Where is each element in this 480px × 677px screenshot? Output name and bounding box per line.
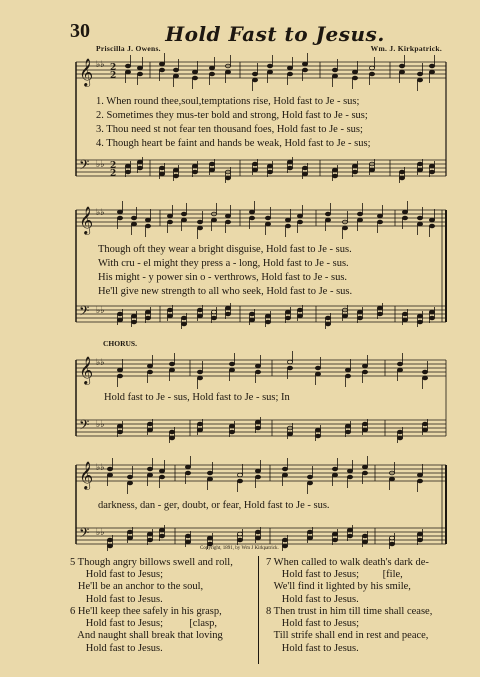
note-head: [332, 174, 337, 178]
verse-5: 5 Though angry billows swell and roll, Hold fast to Jesus; He'll be an anchor to the soul, Hold fast to Jesus.: [70, 557, 233, 605]
note-head: [209, 168, 214, 172]
staff-system-3-treble: [76, 360, 446, 376]
note-head: [362, 364, 367, 368]
composer-credit: Wm. J. Kirkpatrick.: [370, 44, 442, 53]
note-head: [332, 168, 337, 172]
note-head: [125, 170, 130, 174]
note-head: [422, 376, 427, 380]
note-head: [417, 78, 422, 82]
note-head: [297, 308, 302, 312]
staff-system-1-bass: [76, 160, 446, 176]
note-head: [209, 72, 214, 76]
note-head: [307, 475, 312, 479]
note-head: [315, 428, 320, 432]
note-head: [147, 364, 152, 368]
note-head: [417, 162, 422, 166]
note-head: [265, 222, 270, 226]
note-head: [159, 528, 164, 532]
note-head: [362, 540, 367, 544]
treble-clef-icon: 𝄞: [79, 58, 94, 86]
bass-clef-icon: 𝄢: [79, 417, 90, 436]
chorus-lyric-line: darkness, dan - ger, doubt, or fear, Hold fast to Je - sus.: [98, 500, 330, 511]
note-head: [377, 214, 382, 218]
note-head: [285, 218, 290, 222]
note-head: [402, 216, 407, 220]
note-head: [265, 314, 270, 318]
note-head: [265, 216, 270, 220]
note-head: [225, 214, 230, 218]
svg-text:♭♭: ♭♭: [96, 160, 105, 170]
note-head: [357, 310, 362, 314]
note-head: [211, 310, 216, 314]
note-head: [255, 364, 260, 368]
svg-text:♭♭: ♭♭: [96, 528, 105, 538]
note-head: [117, 312, 122, 316]
note-head: [237, 538, 242, 542]
note-head: [307, 536, 312, 540]
svg-text:♭♭: ♭♭: [96, 358, 105, 368]
lyric-line-3: His might - y power sin o - verthrows, Hold fast to Je - sus.: [98, 272, 348, 283]
note-head: [297, 214, 302, 218]
note-head: [197, 226, 202, 230]
note-head: [117, 424, 122, 428]
note-head: [282, 467, 287, 471]
svg-text:2: 2: [110, 161, 117, 171]
note-head: [167, 314, 172, 318]
note-head: [197, 422, 202, 426]
note-head: [147, 370, 152, 374]
note-head: [347, 534, 352, 538]
treble-clef-icon: 𝄞: [79, 356, 94, 384]
note-head: [117, 430, 122, 434]
note-head: [302, 68, 307, 72]
svg-text:♭♭: ♭♭: [96, 60, 105, 70]
note-head: [282, 538, 287, 542]
svg-text:♭♭: ♭♭: [96, 306, 105, 316]
note-head: [255, 370, 260, 374]
note-head: [325, 212, 330, 216]
note-head: [147, 467, 152, 471]
note-head: [209, 66, 214, 70]
note-head: [137, 66, 142, 70]
note-head: [225, 312, 230, 316]
verse-divider: [258, 556, 259, 664]
note-head: [125, 164, 130, 168]
note-head: [399, 170, 404, 174]
lyric-line-2: With cru - el might they press a - long, Hold fast to Je - sus.: [98, 258, 349, 269]
note-head: [137, 166, 142, 170]
note-head: [173, 174, 178, 178]
note-head: [249, 216, 254, 220]
note-head: [207, 536, 212, 540]
note-head: [159, 475, 164, 479]
note-head: [302, 166, 307, 170]
verse-8: 8 Then trust in him till time shall cease, Hold fast to Jesus; Till strife shall end in rest and peace, Hold fast to Jesus.: [266, 606, 433, 654]
note-head: [131, 314, 136, 318]
note-head: [147, 473, 152, 477]
note-head: [417, 532, 422, 536]
note-head: [357, 218, 362, 222]
note-head: [147, 532, 152, 536]
note-head: [282, 544, 287, 548]
note-head: [167, 308, 172, 312]
note-head: [345, 430, 350, 434]
note-head: [267, 64, 272, 68]
lyric-line-3: 3. Thou need st not fear ten thousand foes, Hold fast to Je - sus;: [96, 124, 363, 135]
note-head: [197, 220, 202, 224]
note-head: [287, 160, 292, 164]
note-head: [429, 316, 434, 320]
note-head: [131, 216, 136, 220]
note-head: [197, 428, 202, 432]
note-head: [345, 424, 350, 428]
note-head: [397, 362, 402, 366]
note-head: [192, 164, 197, 168]
note-head: [131, 320, 136, 324]
note-head: [307, 481, 312, 485]
note-head: [225, 70, 230, 74]
note-head: [173, 74, 178, 78]
note-head: [417, 168, 422, 172]
note-head: [145, 310, 150, 314]
note-head: [207, 477, 212, 481]
note-head: [352, 164, 357, 168]
note-head: [229, 368, 234, 372]
note-head: [429, 224, 434, 228]
note-head: [147, 422, 152, 426]
note-head: [225, 306, 230, 310]
copyright-notice: Copyright, 1891, by Wm J Kirkpatrick.: [200, 546, 279, 551]
note-head: [342, 226, 347, 230]
chorus-label: CHORUS.: [103, 339, 137, 348]
note-head: [185, 534, 190, 538]
chorus-lyric-line: Hold fast to Je - sus, Hold fast to Je - sus; In: [104, 392, 290, 403]
note-head: [402, 210, 407, 214]
note-head: [169, 362, 174, 366]
note-head: [352, 76, 357, 80]
note-head: [229, 430, 234, 434]
note-head: [325, 316, 330, 320]
note-head: [229, 362, 234, 366]
note-head: [417, 479, 422, 483]
note-head: [255, 475, 260, 479]
note-head: [117, 368, 122, 372]
note-head: [267, 70, 272, 74]
note-head: [267, 170, 272, 174]
note-head: [429, 164, 434, 168]
note-head: [397, 368, 402, 372]
note-head: [347, 475, 352, 479]
note-head: [117, 216, 122, 220]
note-head: [422, 428, 427, 432]
bass-clef-icon: 𝄢: [79, 157, 90, 176]
svg-text:♭♭: ♭♭: [96, 208, 105, 218]
note-head: [399, 176, 404, 180]
note-head: [249, 312, 254, 316]
note-head: [167, 220, 172, 224]
note-head: [145, 316, 150, 320]
note-head: [255, 426, 260, 430]
note-head: [169, 368, 174, 372]
note-head: [249, 210, 254, 214]
note-head: [145, 224, 150, 228]
note-head: [159, 469, 164, 473]
svg-text:2: 2: [110, 63, 117, 73]
note-head: [287, 166, 292, 170]
note-head: [249, 318, 254, 322]
note-head: [285, 316, 290, 320]
note-head: [117, 318, 122, 322]
note-head: [285, 224, 290, 228]
bass-clef-icon: 𝄢: [79, 303, 90, 322]
note-head: [307, 530, 312, 534]
svg-text:♭♭: ♭♭: [96, 420, 105, 430]
svg-text:♭♭: ♭♭: [96, 463, 105, 473]
note-head: [252, 72, 257, 76]
note-head: [422, 422, 427, 426]
note-head: [252, 78, 257, 82]
note-head: [107, 538, 112, 542]
lyric-line-2: 2. Sometimes they mus-ter bold and strong, Hold fast to Je - sus;: [96, 110, 368, 121]
note-head: [181, 322, 186, 326]
note-head: [192, 70, 197, 74]
note-head: [237, 479, 242, 483]
note-head: [125, 70, 130, 74]
note-head: [429, 170, 434, 174]
note-head: [389, 477, 394, 481]
note-head: [192, 170, 197, 174]
verse-6: 6 He'll keep thee safely in his grasp, Hold fast to Jesus; [clasp, And naught shall break that loving Hold fast to Jesus.: [70, 606, 223, 654]
note-head: [131, 222, 136, 226]
note-head: [315, 372, 320, 376]
note-head: [422, 370, 427, 374]
note-head: [399, 64, 404, 68]
note-head: [362, 465, 367, 469]
note-head: [287, 366, 292, 370]
note-head: [369, 72, 374, 76]
note-head: [127, 530, 132, 534]
note-head: [357, 316, 362, 320]
note-head: [377, 306, 382, 310]
note-head: [362, 370, 367, 374]
note-head: [159, 68, 164, 72]
note-head: [357, 212, 362, 216]
note-head: [192, 76, 197, 80]
note-head: [117, 210, 122, 214]
note-head: [147, 538, 152, 542]
note-head: [137, 160, 142, 164]
note-head: [429, 310, 434, 314]
note-head: [377, 312, 382, 316]
page-number: 30: [70, 20, 90, 42]
note-head: [332, 532, 337, 536]
note-head: [332, 473, 337, 477]
svg-text:2: 2: [110, 169, 117, 179]
note-head: [211, 316, 216, 320]
note-head: [229, 424, 234, 428]
note-head: [417, 538, 422, 542]
note-head: [181, 218, 186, 222]
note-head: [117, 374, 122, 378]
note-head: [347, 528, 352, 532]
lyric-line-4: He'll give new strength to all who seek, Hold fast to Je - sus.: [98, 286, 353, 297]
note-head: [402, 318, 407, 322]
note-head: [417, 473, 422, 477]
note-head: [225, 220, 230, 224]
verse-7: 7 When called to walk death's dark de- Hold fast to Jesus; [file, We'll find it lighted by his smile, Hold fast to Jesus.: [266, 557, 429, 605]
note-head: [429, 218, 434, 222]
note-head: [397, 436, 402, 440]
note-head: [169, 436, 174, 440]
note-head: [332, 538, 337, 542]
note-head: [145, 218, 150, 222]
note-head: [159, 172, 164, 176]
treble-clef-icon: 𝄞: [79, 461, 94, 489]
note-head: [237, 532, 242, 536]
note-head: [167, 214, 172, 218]
note-head: [362, 428, 367, 432]
note-head: [255, 536, 260, 540]
staff-system-1-treble: [76, 62, 446, 78]
note-head: [255, 420, 260, 424]
note-head: [302, 172, 307, 176]
note-head: [389, 542, 394, 546]
note-head: [352, 170, 357, 174]
note-head: [127, 481, 132, 485]
treble-clef-icon: 𝄞: [79, 206, 94, 234]
note-head: [282, 473, 287, 477]
note-head: [345, 368, 350, 372]
note-head: [315, 434, 320, 438]
note-head: [225, 176, 230, 180]
note-head: [159, 166, 164, 170]
note-head: [287, 360, 292, 364]
note-head: [332, 68, 337, 72]
note-head: [302, 62, 307, 66]
note-head: [417, 72, 422, 76]
note-head: [185, 471, 190, 475]
note-head: [181, 212, 186, 216]
note-head: [237, 473, 242, 477]
note-head: [107, 467, 112, 471]
note-head: [173, 68, 178, 72]
note-head: [181, 316, 186, 320]
note-head: [325, 218, 330, 222]
note-head: [417, 320, 422, 324]
hymn-title: Hold Fast to Jesus.: [165, 22, 385, 46]
lyric-line-1: Though oft they wear a bright disguise, Hold fast to Je - sus.: [98, 244, 352, 255]
svg-text:2: 2: [110, 71, 117, 81]
note-head: [125, 64, 130, 68]
note-head: [287, 432, 292, 436]
note-head: [209, 162, 214, 166]
author-credit: Priscilla J. Owens.: [96, 44, 161, 53]
note-head: [169, 430, 174, 434]
note-head: [417, 314, 422, 318]
lyric-line-1: 1. When round thee,soul,temptations rise, Hold fast to Je - sus;: [96, 96, 360, 107]
note-head: [197, 314, 202, 318]
note-head: [137, 72, 142, 76]
note-head: [417, 222, 422, 226]
note-head: [159, 534, 164, 538]
note-head: [342, 314, 347, 318]
note-head: [332, 74, 337, 78]
note-head: [417, 216, 422, 220]
note-head: [352, 70, 357, 74]
note-head: [197, 308, 202, 312]
note-head: [297, 314, 302, 318]
note-head: [252, 168, 257, 172]
note-head: [255, 469, 260, 473]
note-head: [107, 473, 112, 477]
note-head: [287, 66, 292, 70]
note-head: [397, 430, 402, 434]
note-head: [345, 374, 350, 378]
note-head: [399, 70, 404, 74]
note-head: [347, 469, 352, 473]
note-head: [362, 534, 367, 538]
note-head: [429, 64, 434, 68]
note-head: [252, 162, 257, 166]
note-head: [267, 164, 272, 168]
lyric-line-4: 4. Though heart be faint and hands be weak, Hold fast to Je - sus;: [96, 138, 371, 149]
note-head: [429, 70, 434, 74]
note-head: [325, 322, 330, 326]
note-head: [255, 530, 260, 534]
bass-clef-icon: 𝄢: [79, 525, 90, 544]
note-head: [362, 422, 367, 426]
note-head: [297, 220, 302, 224]
note-head: [197, 370, 202, 374]
note-head: [147, 428, 152, 432]
note-head: [185, 465, 190, 469]
note-head: [173, 168, 178, 172]
note-head: [389, 536, 394, 540]
note-head: [362, 471, 367, 475]
note-head: [107, 544, 112, 548]
note-head: [402, 312, 407, 316]
note-head: [377, 220, 382, 224]
note-head: [207, 471, 212, 475]
note-head: [265, 320, 270, 324]
note-head: [369, 168, 374, 172]
note-head: [185, 540, 190, 544]
note-head: [369, 66, 374, 70]
note-head: [211, 218, 216, 222]
note-head: [285, 310, 290, 314]
note-head: [287, 72, 292, 76]
note-head: [197, 376, 202, 380]
note-head: [127, 475, 132, 479]
note-head: [159, 62, 164, 66]
note-head: [315, 366, 320, 370]
note-head: [127, 536, 132, 540]
note-head: [332, 467, 337, 471]
